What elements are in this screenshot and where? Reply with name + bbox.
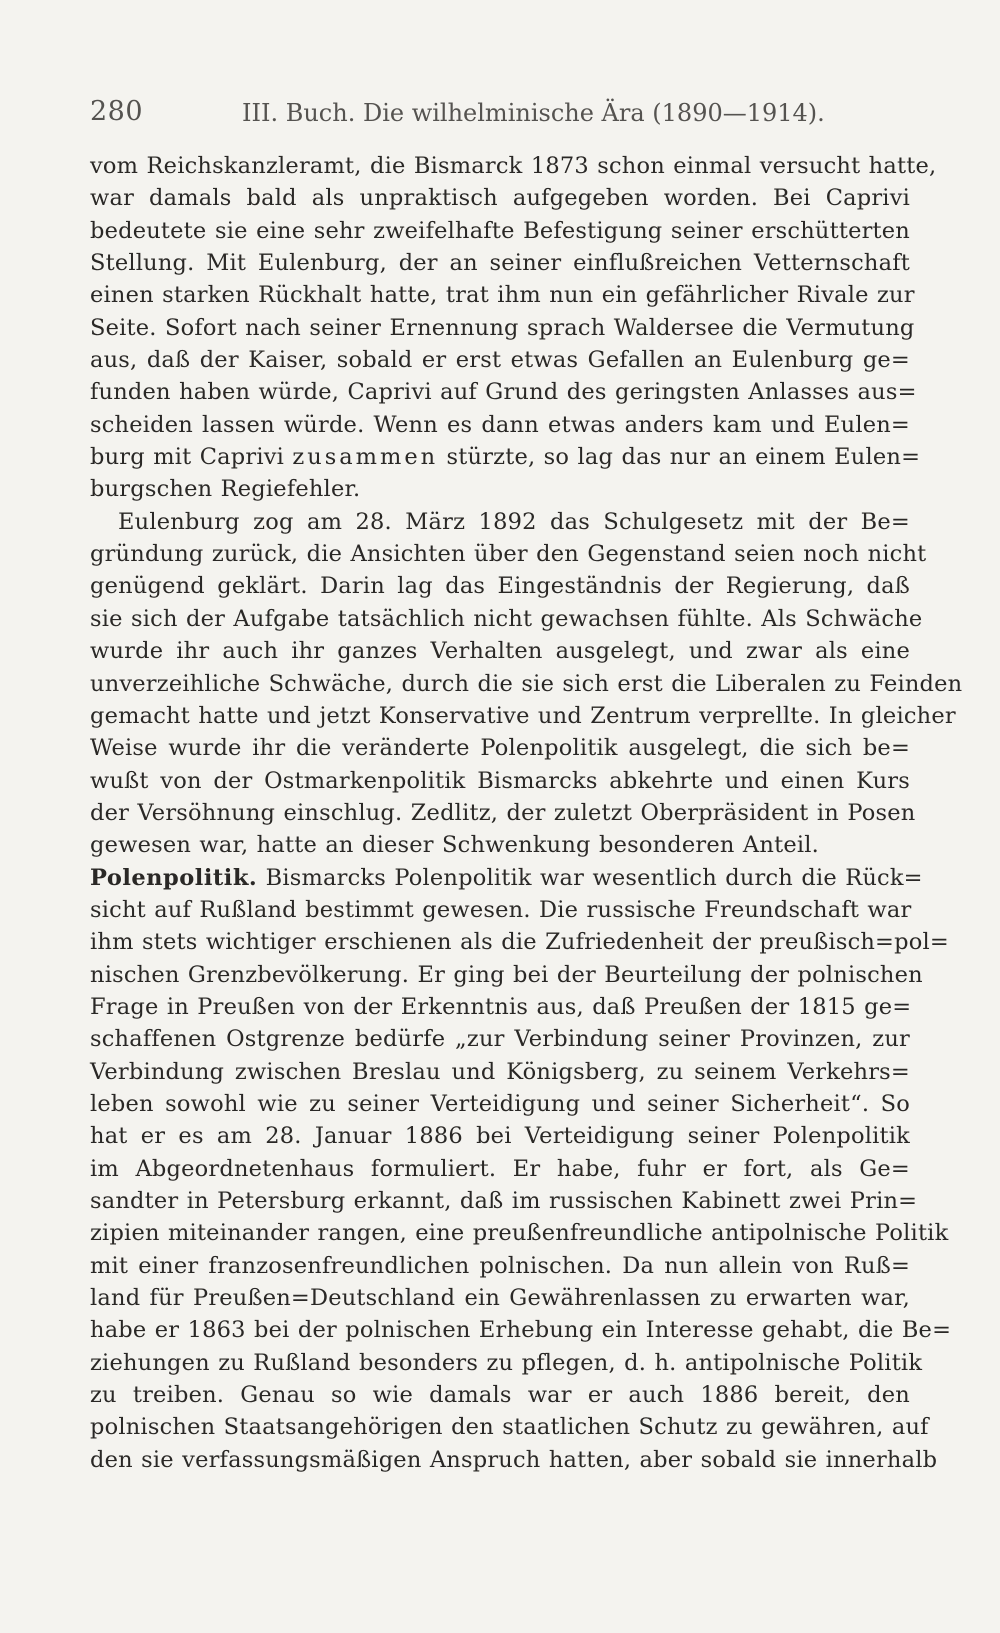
text-line: sie sich der Aufgabe tatsächlich nicht gewachsen fühlte. Als Schwäche (90, 605, 923, 632)
text-line: scheiden lassen würde. Wenn es dann etwas anders kam und Eulen= (90, 411, 910, 438)
text-line: wußt von der Ostmarkenpolitik Bismarcks abkehrte und einen Kurs (90, 767, 910, 794)
text-line: zu treiben. Genau so wie damals war er auch 1886 bereit, den (90, 1382, 910, 1409)
text-line: gewesen war, hatte an dieser Schwenkung besonderen Anteil. (90, 832, 819, 859)
text-line: Weise wurde ihr die veränderte Polenpolitik ausgelegt, die sich be= (90, 735, 910, 762)
text-line (90, 441, 921, 473)
text-line: bedeutete sie eine sehr zweifelhafte Befestigung seiner erschütterten (90, 217, 910, 244)
text-line: Eulenburg zog am 28. März 1892 das Schulgesetz mit der Be= (118, 508, 910, 535)
text-line: vom Reichskanzleramt, die Bismarck 1873 schon einmal versucht hatte, (90, 153, 937, 179)
text-line: Frage in Preußen von der Erkenntnis aus, daß Preußen der 1815 ge= (90, 993, 912, 1020)
page-number: 280 (90, 96, 144, 127)
text-line: gemacht hatte und jetzt Konservative und Zentrum verprellte. In gleicher (90, 702, 956, 729)
emphasized-word: zusammen (292, 444, 439, 471)
text-line: zipien miteinander rangen, eine preußenfreundliche antipolnische Politik (90, 1220, 949, 1247)
text-segment: stürzte, so lag das nur an einem Eulen= (438, 444, 921, 471)
text-line: den sie verfassungsmäßigen Anspruch hatten, aber sobald sie innerhalb (90, 1446, 938, 1473)
text-line: schaffenen Ostgrenze bedürfe „zur Verbindung seiner Provinzen, zur (90, 1026, 910, 1053)
text-line: aus, daß der Kaiser, sobald er erst etwas Gefallen an Eulenburg ge= (90, 347, 910, 374)
page-header (90, 96, 910, 132)
text-line: Verbindung zwischen Breslau und Königsberg, zu seinem Verkehrs= (90, 1058, 910, 1085)
text-line: unverzeihliche Schwäche, durch die sie sich erst die Liberalen zu Feinden (90, 670, 963, 697)
text-line: land für Preußen=Deutschland ein Gewährenlassen zu erwarten war, (90, 1285, 910, 1312)
body-text (90, 150, 963, 1476)
text-line: funden haben würde, Caprivi auf Grund des geringsten Anlasses aus= (90, 379, 917, 406)
text-line: burgschen Regiefehler. (90, 476, 361, 503)
text-line: ziehungen zu Rußland besonders zu pflegen, d. h. antipolnische Politik (90, 1349, 923, 1376)
text-line: der Versöhnung einschlug. Zedlitz, der zuletzt Oberpräsident in Posen (90, 799, 916, 826)
text-line: Stellung. Mit Eulenburg, der an seiner einflußreichen Vetternschaft (90, 250, 910, 277)
text-line: ihm stets wichtiger erschienen als die Zufriedenheit der preußisch=pol= (90, 929, 949, 956)
text-line: sicht auf Rußland bestimmt gewesen. Die russische Freundschaft war (90, 896, 912, 923)
text-line: sandter in Petersburg erkannt, daß im russischen Kabinett zwei Prin= (90, 1188, 918, 1214)
section-sidehead: Polenpolitik. (90, 864, 258, 891)
text-line: nischen Grenzbevölkerung. Er ging bei der Beurteilung der polnischen (90, 961, 923, 988)
text-segment: Bismarcks Polenpolitik war wesentlich durch die Rück= (257, 864, 923, 891)
text-line: hat er es am 28. Januar 1886 bei Verteidigung seiner Polenpolitik (90, 1123, 910, 1150)
text-line: genügend geklärt. Darin lag das Eingeständnis der Regierung, daß (90, 573, 910, 600)
text-line: im Abgeordnetenhaus formuliert. Er habe, fuhr er fort, als Ge= (90, 1155, 910, 1182)
text-segment: burg mit Caprivi (90, 444, 293, 471)
text-line: wurde ihr auch ihr ganzes Verhalten ausgelegt, und zwar als eine (90, 638, 910, 665)
text-line (90, 862, 923, 894)
text-line: mit einer franzosenfreundlichen polnischen. Da nun allein von Ruß= (90, 1252, 910, 1279)
text-line: habe er 1863 bei der polnischen Erhebung ein Interesse gehabt, die Be= (90, 1317, 952, 1344)
text-line: war damals bald als unpraktisch aufgegeben worden. Bei Caprivi (90, 185, 910, 212)
text-line: Seite. Sofort nach seiner Ernennung sprach Waldersee die Vermutung (90, 314, 915, 341)
text-line: polnischen Staatsangehörigen den staatlichen Schutz zu gewähren, auf (90, 1414, 929, 1441)
text-line: leben sowohl wie zu seiner Verteidigung und seiner Sicherheit“. So (90, 1090, 910, 1117)
text-line: gründung zurück, die Ansichten über den Gegenstand seien noch nicht (90, 541, 927, 568)
running-head: III. Buch. Die wilhelminische Ära (1890—1914). (242, 99, 825, 127)
text-line: einen starken Rückhalt hatte, trat ihm nun ein gefährlicher Rivale zur (90, 282, 915, 309)
